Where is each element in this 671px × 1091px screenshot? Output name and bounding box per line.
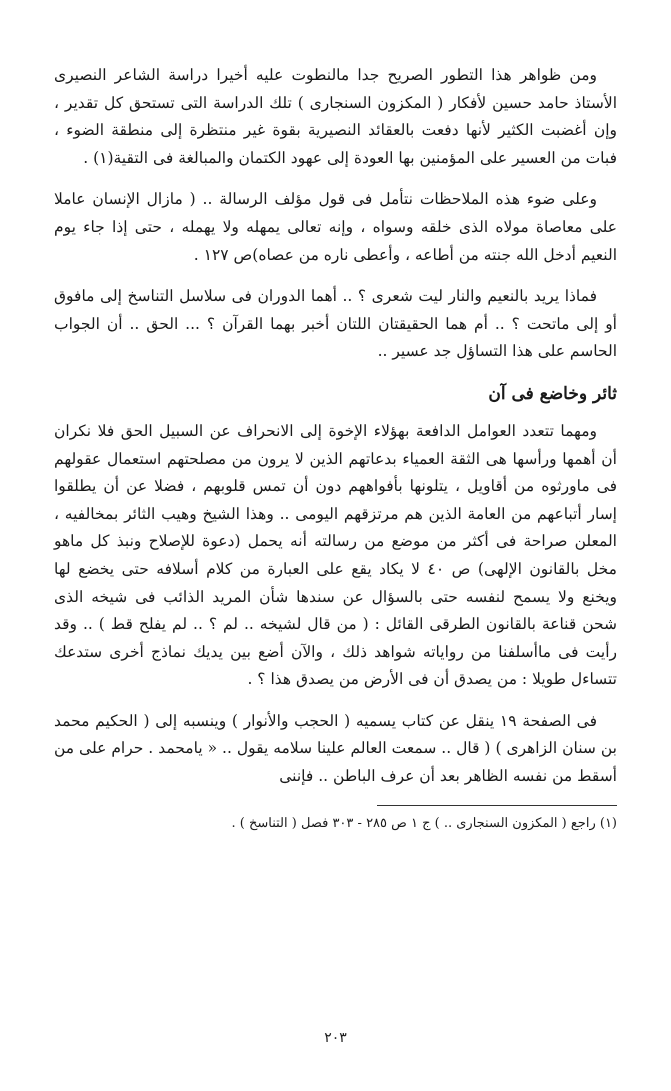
footnote: (١) راجع ( المكزون السنجارى .. ) ج ١ ص ٢٨٥ - ٣٠٣ فصل ( التناسخ ) .: [231, 815, 617, 831]
paragraph-3: فماذا يريد بالنعيم والنار ليت شعرى ؟ .. أهما الدوران فى سلاسل التناسخ إلى مافوق أو إلى ماتحت ؟ .. أم هما الحقيقتان اللتان أخبر بهما القرآن ؟ ... الحق .. أن الجواب الحاسم على هذا التساؤل جد عسير ..: [54, 287, 617, 361]
paragraph-1: ومن ظواهر هذا التطور الصريح جدا مالنطوت عليه أخيرا دراسة الشاعر النصيرى الأستاذ حامد حسين لأفكار ( المكزون السنجارى ) تلك الدراسة التى تستحق كل تقدير ، وإن أغضبت الكثير لأنها دفعت بالعقائد النصيرية بقوة غير منتظرة إلى منطقة الضوء ، فبات من العسير على المؤمنين بها العودة إلى عهود الكتمان والمبالغة فى التقية(١) .: [54, 66, 617, 167]
book-page: [54, 50, 617, 834]
paragraph-5: فى الصفحة ١٩ ينقل عن كتاب يسميه ( الحجب والأنوار ) وينسبه إلى ( الحكيم محمد بن سنان الزاهرى ) ( قال .. سمعت العالم علينا سلامه يقول .. « يامحمد . حرام على من أسقط من نفسه الظاهر بعد أن عرف الباطن .. فإننى: [54, 711, 617, 786]
paragraph-2: وعلى ضوء هذه الملاحظات نتأمل فى قول مؤلف الرسالة .. ( مازال الإنسان عاملا على معاصاة مولاه الذى خلقه وسواه ، وإنه تعالى يمهله ولا يهمله ، حتى إذا جاء يوم النعيم أدخل الله جنته من أطاعه ، وأعطى ناره من عصاه)ص ١٢٧ .: [54, 190, 617, 264]
footnote-divider: [377, 805, 617, 806]
page-number: ٢٠٣: [324, 1030, 347, 1046]
paragraph-4: ومهما تتعدد العوامل الدافعة بهؤلاء الإخوة إلى الانحراف عن السبيل الحق فلا نكران أن أهمها ورأسها هى الثقة العمياء بدعاتهم الذين لا يرون من مصلحتهم استعمال عقولهم فى ماورثوه من أقاويل ، يتلونها بأفواههم دون أن تمس قلوبهم ، فضلا عن أن يطلقوا إسار أتباعهم من العامة الذين هم مرتزقهم اليومى .. وهذا الشيخ وهيب الثائر بمخالفيه ، المعلن صراحة فى أكثر من موضع من رسالته أنه يحمل (دعوة للإصلاح ونبذ كل ماهو مخل بالقانون الإلهى) ص ٤٠ لا يكاد يقع على العبارة من كلام أسلافه حتى يخضع لها ويخنع ولا يسمح لنفسه حتى بالسؤال عن سندها شأن المريد الذائب فى شيخه الذى شحن قناعة بالقانون الطرقى القائل : ( من قال لشيخه .. لم ؟ .. لم يفلح قط ) .. وقد رأيت فى ماأسلفنا من رواياته شواهد ذلك ، والآن أضع بين يديك نماذج أخرى ستدعك تتساءل طويلا : من يصدق أن فى الأرض من يصدق هذا ؟ .: [54, 421, 617, 689]
section-heading: ثائر وخاضع فى آن: [488, 383, 617, 404]
